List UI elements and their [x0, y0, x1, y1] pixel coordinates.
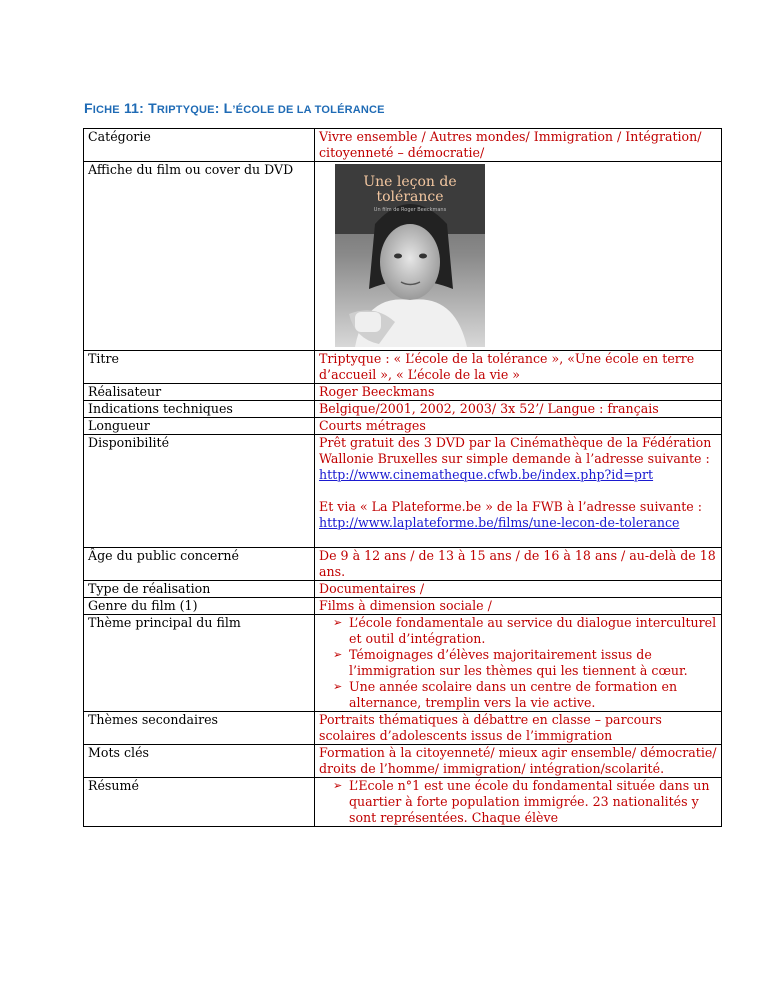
label-age: Âge du public concerné [84, 548, 315, 581]
value-indications: Belgique/2001, 2002, 2003/ 3x 52’/ Langue : français [315, 401, 722, 418]
laplateforme-link[interactable]: http://www.laplateforme.be/films/une-lecon-de-tolerance [319, 515, 680, 530]
row-realisateur [84, 384, 722, 401]
value-genre: Films à dimension sociale / [315, 598, 722, 615]
label-affiche: Affiche du film ou cover du DVD [84, 162, 315, 351]
page-title: FICHE 11: TRIPTYQUE: L’ÉCOLE DE LA TOLÉRANCE [84, 100, 385, 116]
row-age [84, 548, 722, 581]
arrow-bullet-icon: ➢ [333, 779, 343, 792]
row-indications [84, 401, 722, 418]
label-indications: Indications techniques [84, 401, 315, 418]
poster-title-1: Une leçon de [363, 174, 457, 190]
label-genre: Genre du film (1) [84, 598, 315, 615]
resume-bullet: ➢ L’Ecole n°1 est une école du fondamental située dans un quartier à forte population immigrée. 23 nationalités y sont représentées. Chaque élève [333, 778, 710, 825]
label-realisateur: Réalisateur [84, 384, 315, 401]
value-categorie: Vivre ensemble / Autres mondes/ Immigration / Intégration/ citoyenneté – démocratie/ [315, 129, 722, 162]
label-type: Type de réalisation [84, 581, 315, 598]
fiche-table [83, 128, 722, 827]
label-resume: Résumé [84, 778, 315, 827]
row-affiche [84, 162, 722, 351]
value-realisateur: Roger Beeckmans [315, 384, 722, 401]
value-mots: Formation à la citoyenneté/ mieux agir ensemble/ démocratie/ droits de l’homme/ immigration/ intégration/scolarité. [315, 745, 722, 778]
value-type: Documentaires / [315, 581, 722, 598]
dispo-text-2: Et via « La Plateforme.be » de la FWB à l’adresse suivante : [319, 499, 702, 514]
row-genre [84, 598, 722, 615]
row-type [84, 581, 722, 598]
arrow-bullet-icon: ➢ [333, 616, 343, 629]
row-titre [84, 351, 722, 384]
theme-bullet: ➢ Une année scolaire dans un centre de formation en alternance, tremplin vers la vie active. [333, 679, 678, 710]
value-titre: Triptyque : « L’école de la tolérance », «Une école en terre d’accueil », « L’école de la vie » [315, 351, 722, 384]
row-resume [84, 778, 722, 827]
poster-title-2: tolérance [376, 189, 444, 205]
row-theme [84, 615, 722, 712]
arrow-bullet-icon: ➢ [333, 648, 343, 661]
arrow-bullet-icon: ➢ [333, 680, 343, 693]
poster-subtitle: Un film de Roger Beeckmans [373, 207, 447, 213]
label-categorie: Catégorie [84, 129, 315, 162]
theme-bullet: ➢ Témoignages d’élèves majoritairement issus de l’immigration sur les thèmes qui les tiennent à cœur. [333, 647, 688, 678]
dvd-cover-image [335, 164, 485, 347]
dispo-text-1: Prêt gratuit des 3 DVD par la Cinémathèque de la Fédération Wallonie Bruxelles sur simple demande à l’adresse suivante : [319, 435, 712, 466]
row-secondaires [84, 712, 722, 745]
label-secondaires: Thèmes secondaires [84, 712, 315, 745]
row-longueur [84, 418, 722, 435]
row-categorie [84, 129, 722, 162]
dvd-cover-graphic [335, 164, 485, 347]
row-disponibilite [84, 435, 722, 548]
value-longueur: Courts métrages [315, 418, 722, 435]
value-age: De 9 à 12 ans / de 13 à 15 ans / de 16 à 18 ans / au-delà de 18 ans. [315, 548, 722, 581]
label-titre: Titre [88, 351, 119, 366]
value-secondaires: Portraits thématiques à débattre en classe – parcours scolaires d’adolescents issus de l’immigration [315, 712, 722, 745]
label-disponibilite: Disponibilité [84, 435, 315, 548]
theme-bullet: ➢ L’école fondamentale au service du dialogue interculturel et outil d’intégration. [333, 615, 717, 646]
label-mots: Mots clés [84, 745, 315, 778]
label-theme: Thème principal du film [84, 615, 315, 712]
cinematheque-link[interactable]: http://www.cinematheque.cfwb.be/index.php?id=prt [319, 467, 654, 482]
label-longueur: Longueur [84, 418, 315, 435]
row-mots [84, 745, 722, 778]
